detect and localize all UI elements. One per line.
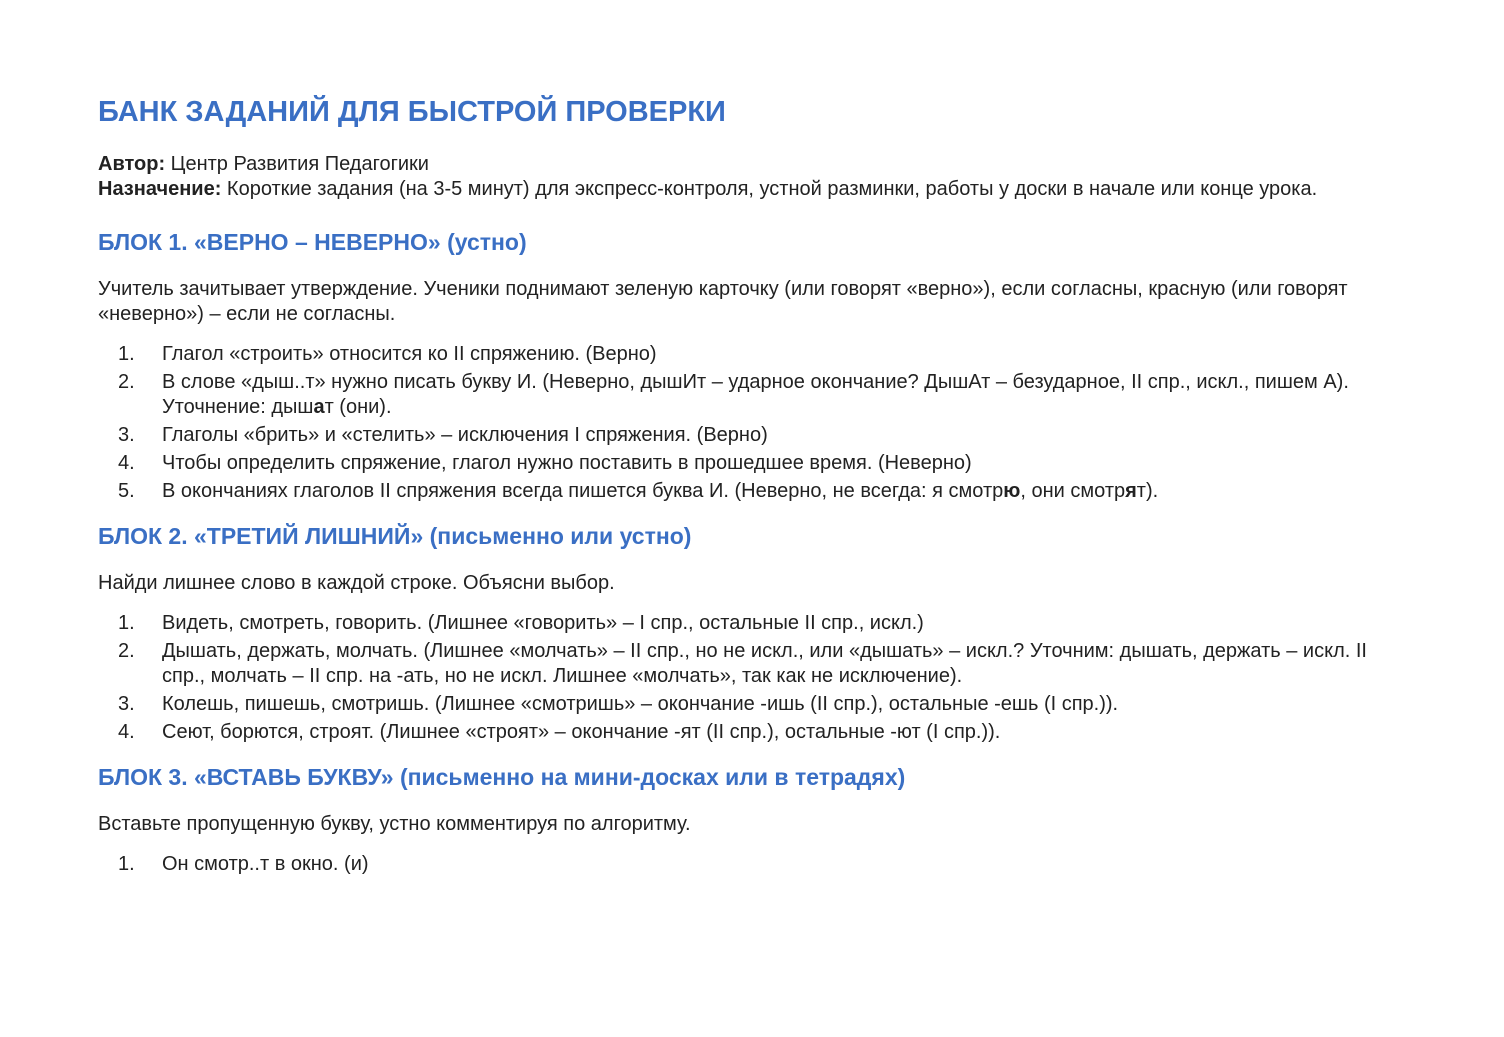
list-item xyxy=(98,451,1406,476)
item-text: Глагол «строить» относится ко II спряжению. (Верно) xyxy=(162,343,657,365)
list-item xyxy=(98,342,1406,367)
item-text: Сеют, борются, строят. (Лишнее «строят» – окончание -ят (II спр.), остальные -ют (I спр.)). xyxy=(162,721,1001,743)
purpose-label: Назначение: xyxy=(98,178,222,200)
block-2-intro: Найди лишнее слово в каждой строке. Объясни выбор. xyxy=(98,572,615,594)
item-bold-letter: ю xyxy=(1003,480,1021,502)
document-title: БАНК ЗАДАНИЙ ДЛЯ БЫСТРОЙ ПРОВЕРКИ xyxy=(98,96,726,128)
list-item xyxy=(98,639,1406,689)
author-label: Автор: xyxy=(98,153,166,175)
block-3-heading: БЛОК 3. «ВСТАВЬ БУКВУ» (письменно на мини-досках или в тетрадях) xyxy=(98,764,906,790)
block-1-intro: Учитель зачитывает утверждение. Ученики поднимают зеленую карточку (или говорят «верно»), если согласны, красную (или говорят «неверно») – если не согласны. xyxy=(98,278,1348,325)
item-text: Видеть, смотреть, говорить. (Лишнее «говорить» – I спр., остальные II спр., искл.) xyxy=(162,612,924,634)
item-number: 2. xyxy=(118,371,135,393)
block-2-list xyxy=(98,611,1406,745)
item-number: 1. xyxy=(118,612,135,634)
item-bold-letter: а xyxy=(313,396,325,418)
item-text: Глаголы «брить» и «стелить» – исключения I спряжения. (Верно) xyxy=(162,424,768,446)
item-text-rest: т (они). xyxy=(324,396,392,418)
item-text-rest: т). xyxy=(1136,480,1159,502)
item-number: 2. xyxy=(118,640,135,662)
block-1-list xyxy=(98,342,1406,504)
list-item xyxy=(98,692,1406,717)
author-line xyxy=(98,152,1406,177)
item-number: 4. xyxy=(118,721,135,743)
item-text: В окончаниях глаголов II спряжения всегда пишется буква И. (Неверно, не всегда: я смотр xyxy=(162,480,1004,502)
purpose-line xyxy=(98,177,1406,202)
block-2-heading: БЛОК 2. «ТРЕТИЙ ЛИШНИЙ» (письменно или устно) xyxy=(98,523,692,549)
item-text-rest: , они смотр xyxy=(1020,480,1126,502)
purpose-value: Короткие задания (на 3-5 минут) для экспресс-контроля, устной разминки, работы у доски в начале или конце урока. xyxy=(226,178,1318,200)
item-number: 3. xyxy=(118,693,135,715)
item-text: Колешь, пишешь, смотришь. (Лишнее «смотришь» – окончание -ишь (II спр.), остальные -ешь (I спр.)). xyxy=(162,693,1119,715)
item-bold-letter: я xyxy=(1125,480,1137,502)
item-number: 3. xyxy=(118,424,135,446)
list-item xyxy=(98,479,1406,504)
item-number: 5. xyxy=(118,480,135,502)
list-item xyxy=(98,852,1406,877)
block-3 xyxy=(98,762,1406,877)
list-item xyxy=(98,720,1406,745)
list-item xyxy=(98,370,1406,420)
block-1 xyxy=(98,227,1406,504)
item-number: 1. xyxy=(118,853,135,875)
item-text: Он смотр..т в окно. (и) xyxy=(162,853,369,875)
block-3-intro: Вставьте пропущенную букву, устно комментируя по алгоритму. xyxy=(98,813,691,835)
item-text: Дышать, держать, молчать. (Лишнее «молчать» – II спр., но не искл., или «дышать» – искл.? Уточним: дышать, держать – искл. II спр., молчать – II спр. на -ать, но не искл. Лишнее «молчать», так как не исключение). xyxy=(162,640,1367,687)
item-text: В слове «дыш..т» нужно писать букву И. (Неверно, дышИт – ударное окончание? ДышАт – безударное, II спр., искл., пишем А). Уточнение: дыш xyxy=(162,371,1349,418)
block-3-list xyxy=(98,852,1406,877)
author-value: Центр Развития Педагогики xyxy=(170,153,429,175)
block-2 xyxy=(98,521,1406,745)
item-text: Чтобы определить спряжение, глагол нужно поставить в прошедшее время. (Неверно) xyxy=(162,452,972,474)
item-number: 4. xyxy=(118,452,135,474)
item-number: 1. xyxy=(118,343,135,365)
list-item xyxy=(98,611,1406,636)
block-1-heading: БЛОК 1. «ВЕРНО – НЕВЕРНО» (устно) xyxy=(98,229,527,255)
list-item xyxy=(98,423,1406,448)
